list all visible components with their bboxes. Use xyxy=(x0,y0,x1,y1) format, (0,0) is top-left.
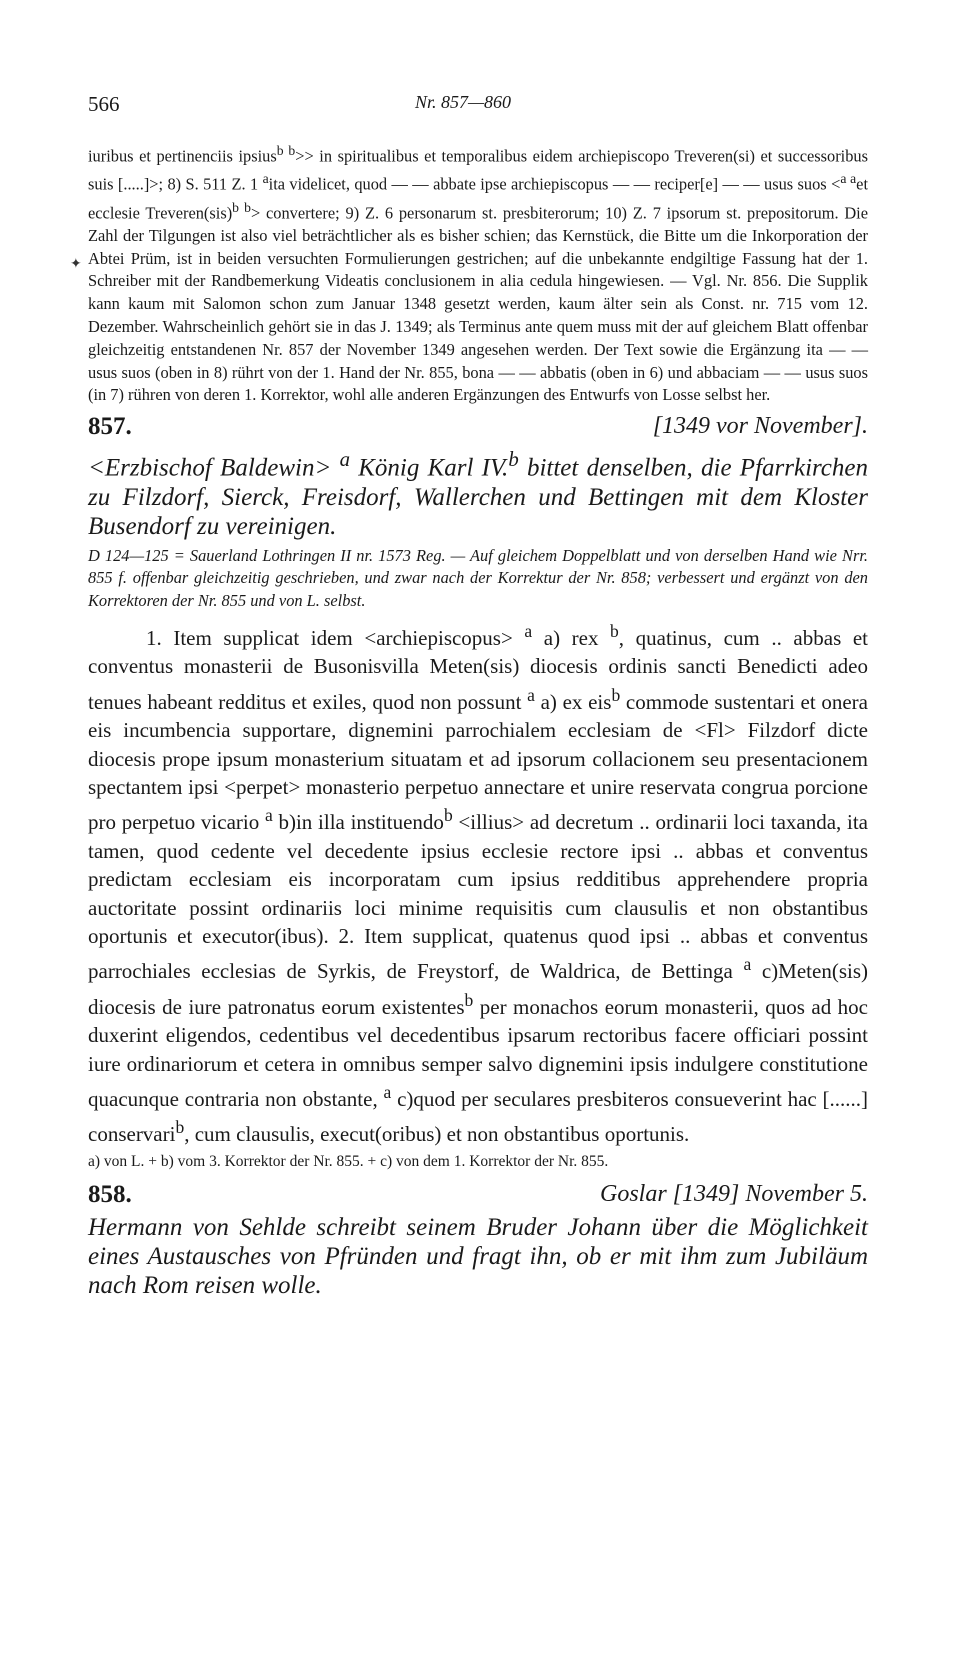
margin-mark-icon: ✦ xyxy=(70,257,82,272)
previous-entry-notes xyxy=(88,140,868,407)
page-number: 566 xyxy=(88,92,120,116)
entry-858-regest: Hermann von Sehlde schreibt seinem Bruder Johann über die Möglichkeit eines Austausches von Pfründen und fragt ihn, ob er mit ihm zum Jubiläum nach Rom reisen wolle. xyxy=(88,1213,868,1299)
entry-857-footnotes: a) von L. + b) vom 3. Korrektor der Nr. 855. + c) von dem 1. Korrektor der Nr. 855. xyxy=(88,1152,609,1170)
entry-date: [1349 vor November]. xyxy=(652,413,868,440)
entry-number: 858. xyxy=(88,1180,132,1208)
entry-857-source: D 124—125 = Sauerland Lothringen II nr. 1573 Reg. — Auf gleichem Doppelblatt und von derselben Hand wie Nrr. 855 f. offenbar gleichzeitig geschrieben, und zwar nach der Korrektur der Nr. 858; verbessert und ergänzt von den Korrektoren der Nr. 855 und von L. selbst. xyxy=(88,545,868,611)
previous-entry-text: iuribus et pertinenciis ipsius$^{b b}$>> in spiritualibus et temporalibus eidem archiepiscopo Treveren(si) et successoribus suis [.....]>; 8) S. 511 Z. 1 $^a$ita videlicet, quod — — abbate ipse archiepiscopus — — reciper[e] — — usus suos <$^{a a}$et ecclesie Treveren(sis)$^{b b}$> convertere; 9) Z. 6 personarum st. presbiterorum; 10) Z. 7 ipsorum st. prepositorum. Die Zahl der Tilgungen ist also viel beträchtlicher als es bisher schien; das Kernstück, die Bitte um die Inkorporation der Abtei Prüm, ist in beiden versuchten Formulierungen gestrichen; auf die unbekannte endgiltige Fassung hat der 1. Schreiber mit der Randbemerkung Videatis conclusionem in alia cedula hingewiesen. — Vgl. Nr. 856. Die Supplik kann kaum mit Salomon schon zum Januar 1348 gesetzt werden, kaum älter sein als Const. nr. 715 vom 12. Dezember. Wahrscheinlich gehört sie in das J. 1349; als Terminus ante quem muss mit der auf gleichem Blatt offenbar gleichzeitig entstandenen Nr. 857 der November 1349 angesehen werden. Der Text sowie die Ergänzung ita — — usus suos (oben in 8) rührt von der 1. Hand der Nr. 855, bona — — abbatis (oben in 6) und abbaciam — — usus suos (in 7) rühren von deren 1. Korrektor, wohl alle anderen Ergänzungen des Entwurfs von Losse selbst her. xyxy=(88,143,869,405)
entry-857-body: 1. Item supplicat idem <archiepiscopus> $^a$ a) rex $^b$, quatinus, cum .. abbas et conventus monasterii de Busonisvilla Meten(sis) diocesis ordinis sancti Benedicti adeo tenues habeant redditus et exiles, quod non possunt $^a$ a) ex eis$^b$ commode sustentari et onera eis incumbencia supportare, dignemini parrochialem ecclesiam de <Fl> Filzdorf dicte diocesis prope ipsum monasterium situatam et ad ipsorum collacionem seu presentacionem spectantem ipsi <perpet> monasterio perpetuo annectare et unire reservata congrua porcione pro perpetuo vicario $^a$ b)in illa instituendo$^b$ <illius> ad decretum .. ordinarii loci taxanda, ita tamen, quod cedente vel decedente ipsius ecclesie rectore ipsi .. abbas et conventus predictam ecclesiam eis incorporatam cum ipsius redditibus apprehendere propria auctoritate possint ordinariis loci minime requisitis cum clausulis et non obstantibus oportunis et executor(ibus). 2. Item supplicat, quatenus quod ipsi .. abbas et conventus parrochiales ecclesias de Syrkis, de Freystorf, de Waldrica, de Bettinga $^a$ c)Meten(sis) diocesis de iure patronatus eorum existentes$^b$ per monachos eorum monasterii, quos ad hoc duxerint eligendos, cedentibus vel decedentibus ipsarum rectoribus facere officiari possint iure ordinariorum et cetera in omnibus semper salvo dignemini ipsis indulgere constitutione quacunque contraria non obstante, $^a$ c)quod per seculares presbiteros consueverint hac [......] conservari$^b$, cum clausulis, execut(oribus) et non obstantibus oportunis. xyxy=(88,620,869,1147)
entry-number: 857. xyxy=(88,413,132,441)
entry-857-regest: <Erzbischof Baldewin> $^a$ König Karl IV.$^b$ bittet denselben, die Pfarrkirchen zu Filzdorf, Sierck, Freisdorf, Wallerchen und Bettingen mit dem Kloster Busendorf zu vereinigen. xyxy=(88,447,869,540)
entry-857-heading xyxy=(88,413,868,441)
main-column xyxy=(88,140,868,1300)
running-title: Nr. 857—860 xyxy=(415,92,512,112)
entry-date: Goslar [1349] November 5. xyxy=(600,1180,868,1207)
entry-858-heading xyxy=(88,1181,868,1209)
